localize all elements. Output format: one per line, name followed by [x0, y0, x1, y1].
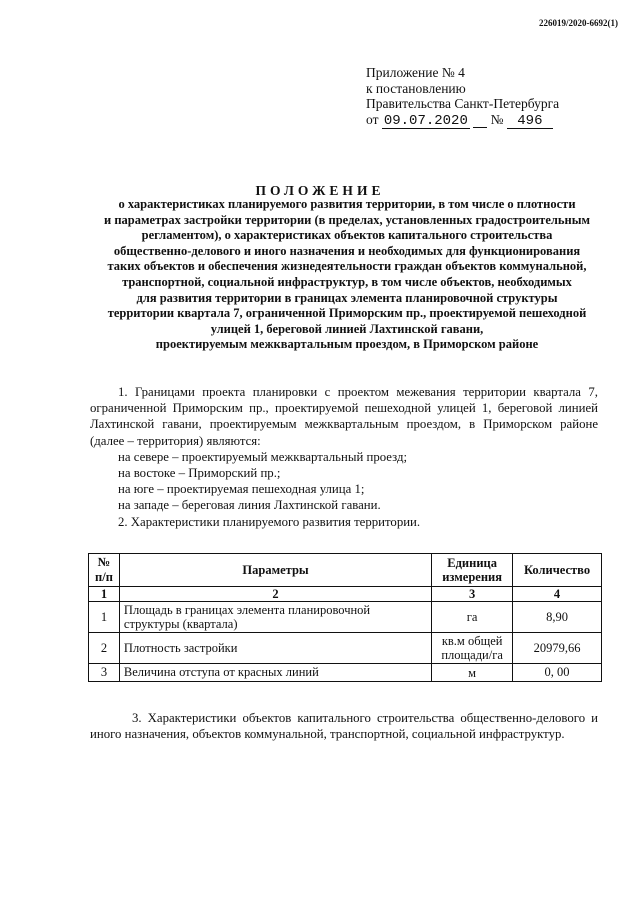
row-qty: 0, 00: [513, 664, 602, 682]
boundary-west: на западе – береговая линия Лахтинской гавани.: [118, 498, 381, 513]
resolution-date: 09.07.2020: [383, 112, 468, 129]
boundary-south: на юге – проектируемая пешеходная улица 1;: [118, 482, 365, 497]
boundary-north: на севере – проектируемый межквартальный проезд;: [118, 449, 408, 464]
row-num: 3: [89, 664, 120, 682]
row-unit: кв.м общей площади/га: [432, 633, 513, 664]
row-unit: м: [432, 664, 513, 682]
subtitle-line: о характеристиках планируемого развития территории, в том числе о плотности: [118, 197, 576, 211]
section-1: [90, 384, 598, 530]
row-num: 2: [89, 633, 120, 664]
subtitle-line: транспортной, социальной инфраструктур, в том числе объектов, необходимых: [122, 274, 572, 289]
row-param: Плотность застройки: [119, 633, 431, 664]
subtitle-line: территории квартала 7, ограниченной Приморским пр., проектируемой пешеходной: [107, 306, 587, 321]
table-row: [89, 664, 602, 682]
parameters-table: [88, 553, 602, 682]
appendix-line-3: Правительства Санкт-Петербурга: [366, 96, 560, 111]
header-qty: Количество: [513, 554, 602, 587]
row-param: Величина отступа от красных линий: [119, 664, 431, 682]
subtitle-line: улицей 1, береговой линией Лахтинской гавани,: [210, 321, 484, 336]
col-number: 2: [119, 587, 431, 602]
row-qty: 8,90: [513, 602, 602, 633]
row-unit: га: [432, 602, 513, 633]
date-prefix: от: [366, 111, 379, 127]
section-3: 3. Характеристики объектов капитального строительства общественно-делового и иного назначения, объектов коммунальной, транспортной, социальной инфраструктур.: [90, 711, 598, 742]
table-row: [89, 633, 602, 664]
appendix-date-line: [366, 112, 559, 129]
document-subtitle: [80, 197, 614, 353]
appendix-line-2: к постановлению: [366, 80, 466, 96]
resolution-number: 496: [507, 114, 553, 129]
row-param: Площадь в границах элемента планировочной структуры (квартала): [119, 602, 431, 633]
subtitle-line: общественно-делового и иного назначения и необходимых для функционирования: [113, 243, 581, 258]
col-number: 4: [513, 587, 602, 602]
column-number-row: [89, 587, 602, 602]
appendix-block: [366, 65, 559, 129]
number-prefix: №: [490, 111, 504, 127]
row-num: 1: [89, 602, 120, 633]
col-number: 1: [89, 587, 120, 602]
subtitle-line: для развития территории в границах элемента планировочной структуры: [136, 290, 558, 305]
table-row: [89, 602, 602, 633]
section-2-heading: 2. Характеристики планируемого развития территории.: [118, 514, 421, 529]
row-qty: 20979,66: [513, 633, 602, 664]
table-header-row: [89, 554, 602, 587]
subtitle-line: и параметрах застройки территории (в пределах, установленных градостроительным: [104, 212, 590, 227]
appendix-line-1: Приложение № 4: [366, 65, 465, 80]
col-number: 3: [432, 587, 513, 602]
header-param: Параметры: [119, 554, 431, 587]
document-id: 226019/2020-6692(1): [539, 18, 618, 28]
subtitle-line: регламентом), о характеристиках объектов капитального строительства: [141, 228, 553, 243]
date-underline-gap: [473, 112, 487, 129]
section-1-paragraph: 1. Границами проекта планировки с проектом межевания территории квартала 7, ограниченной Приморским пр., проектируемой пешеходной улицей 1, береговой линией Лахтинской гавани, проектируемым межквартальным проездом, в Приморском районе (далее – территория) являются:: [90, 385, 598, 448]
subtitle-line: таких объектов и обеспечения жизнедеятельности граждан объектов коммунальной,: [107, 259, 587, 274]
subtitle-line: проектируемым межквартальным проездом, в Приморском районе: [155, 337, 539, 352]
boundary-east: на востоке – Приморский пр.;: [118, 466, 281, 481]
header-num: № п/п: [89, 554, 120, 587]
header-unit: Единица измерения: [432, 554, 513, 587]
document-title: ПОЛОЖЕНИЕ: [255, 183, 385, 198]
